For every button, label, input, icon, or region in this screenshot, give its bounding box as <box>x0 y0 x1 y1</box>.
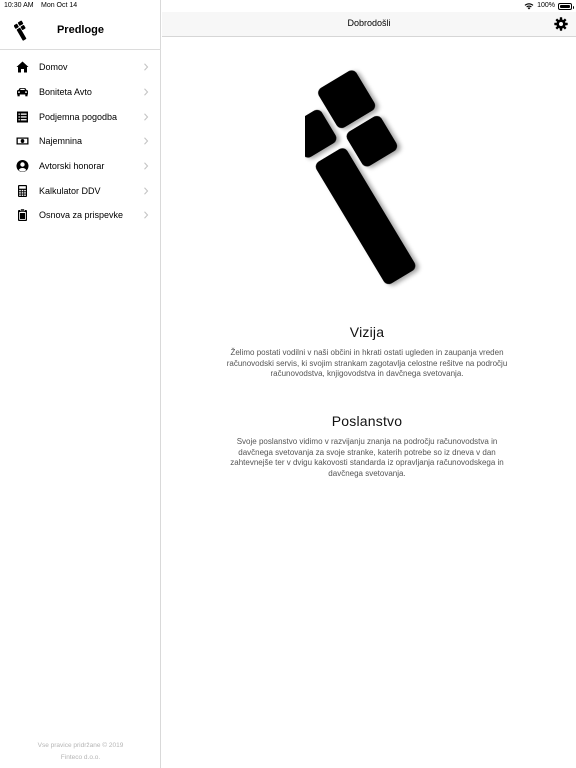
chevron-right-icon <box>143 162 149 170</box>
calculator-icon <box>16 184 29 197</box>
sidebar-item-label: Najemnina <box>39 136 83 147</box>
sidebar <box>0 0 161 768</box>
battery-icon <box>558 3 572 10</box>
sidebar-title: Predloge <box>56 24 105 36</box>
poslanstvo-section <box>222 413 512 479</box>
sidebar-item-domov[interactable] <box>0 55 161 80</box>
sidebar-item-label: Podjemna pogodba <box>39 111 118 122</box>
battery-percent: 100% <box>537 2 555 9</box>
chevron-right-icon <box>143 63 149 71</box>
vizija-section <box>222 324 512 380</box>
sidebar-item-podjemna-pogodba[interactable] <box>0 104 161 129</box>
sidebar-item-label: Domov <box>39 62 68 73</box>
home-icon <box>16 61 29 74</box>
sidebar-item-label: Osnova za prispevke <box>39 210 124 221</box>
company-name: Finteco d.o.o. <box>60 754 101 761</box>
poslanstvo-text: Svoje poslanstvo vidimo v razvijanju znanja na področju računovodstva in davčnega svetovanja za svoje stranke, katerih potrebe so iz dneva v dan zahtevnejše ter v dvigu kakovosti standarda iz opravljanja računovodskega in davčnega svetovanja. <box>230 437 504 478</box>
chevron-right-icon <box>143 88 149 96</box>
status-right <box>524 0 572 12</box>
copyright-text: Vse pravice pridržane © 2019 <box>37 742 124 749</box>
sidebar-menu <box>0 55 161 228</box>
status-date: Mon Oct 14 <box>41 2 78 9</box>
chevron-right-icon <box>143 211 149 219</box>
sidebar-item-kalkulator-ddv[interactable] <box>0 178 161 203</box>
clipboard-icon <box>16 209 29 222</box>
wifi-icon <box>524 2 534 10</box>
main-navbar <box>162 12 576 37</box>
list-icon <box>16 110 29 123</box>
status-time: 10:30 AM <box>4 2 34 9</box>
money-icon <box>16 135 29 148</box>
car-icon <box>16 86 29 99</box>
chevron-right-icon <box>143 187 149 195</box>
vizija-heading: Vizija <box>349 324 385 340</box>
sidebar-item-avtorski-honorar[interactable] <box>0 154 161 179</box>
sidebar-header <box>0 12 161 50</box>
sidebar-item-osnova-za-prispevke[interactable] <box>0 203 161 228</box>
sidebar-item-boniteta-avto[interactable] <box>0 80 161 105</box>
sidebar-item-label: Boniteta Avto <box>39 87 92 98</box>
page-title: Dobrodošli <box>347 18 391 28</box>
chevron-right-icon <box>143 137 149 145</box>
poslanstvo-heading: Poslanstvo <box>331 413 403 429</box>
company-logo-icon <box>305 55 435 295</box>
gear-icon[interactable] <box>554 17 568 31</box>
chevron-right-icon <box>143 113 149 121</box>
sidebar-footer <box>0 740 161 764</box>
sidebar-item-label: Kalkulator DDV <box>39 185 101 196</box>
status-bar <box>0 0 576 12</box>
sidebar-item-najemnina[interactable] <box>0 129 161 154</box>
sidebar-item-label: Avtorski honorar <box>39 161 105 172</box>
vizija-text: Želimo postati vodilni v naši občini in hkrati ostati ugleden in zaupanja vreden računovodski servis, ki svojim strankam zagotavlja celostne rešitve na področju računovodstva, knjigovodstva in davčnega svetovanja. <box>226 348 508 378</box>
user-circle-icon <box>16 160 29 173</box>
